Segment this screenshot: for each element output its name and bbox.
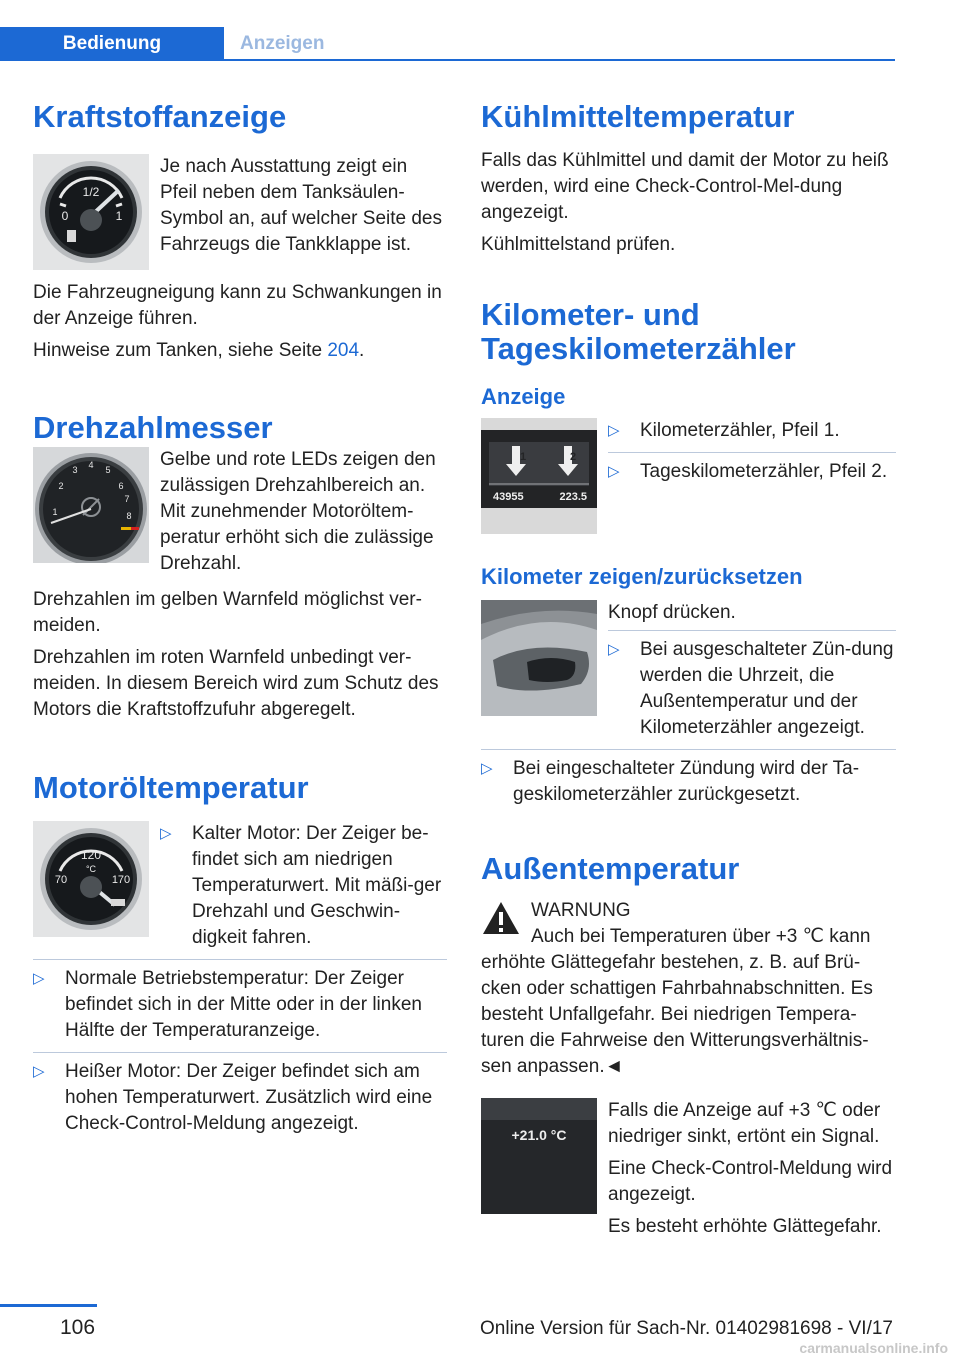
oil-figure-row xyxy=(33,821,447,951)
odometer-list-a xyxy=(608,418,896,534)
triangle-bullet-icon: ▷ xyxy=(481,760,493,777)
odometer-trip-value: 223.5 xyxy=(559,491,587,503)
warning-triangle-icon xyxy=(481,900,521,936)
reset-knob-image xyxy=(481,600,597,716)
heading-fuel: Kraftstoffanzeige xyxy=(33,99,287,134)
odometer-item-1: Kilometerzähler, Pfeil 1. xyxy=(640,420,840,441)
heading-coolant: Kühlmitteltemperatur xyxy=(481,99,795,134)
right-column xyxy=(481,100,896,1240)
tach-n1: 1 xyxy=(52,507,58,517)
list-item xyxy=(608,418,896,444)
oil-item-2: Normale Betriebstemperatur: Der Zeiger befindet sich in der Mitte oder in der linken Hälfte der Temperaturanzeige. xyxy=(65,968,422,1041)
tach-n5: 5 xyxy=(105,465,111,475)
odometer-item-4: Bei eingeschalteter Zündung wird der Ta-geskilometerzähler zurückgesetzt. xyxy=(513,758,860,805)
tab-bedienung[interactable]: Bedienung xyxy=(0,27,224,61)
oil-list-b xyxy=(33,959,447,1137)
tach-n8: 8 xyxy=(126,511,132,521)
list-item xyxy=(33,1052,447,1137)
heading-tach: Drehzahlmesser xyxy=(33,410,273,445)
chapter-tabs xyxy=(0,27,895,63)
page-number: 106 xyxy=(60,1316,96,1339)
coolant-p2: Kühlmittelstand prüfen. xyxy=(481,234,676,255)
tach-n3: 3 xyxy=(72,465,78,475)
knob-text: Knopf drücken. xyxy=(608,602,736,623)
tach-intro: Gelbe und rote LEDs zeigen den zulässigen Drehzahlbereich an. Mit zunehmender Motoröltem-peratur erhöht sich die zulässige Drehzahl. xyxy=(160,449,436,574)
arrow-2-label: 2 xyxy=(569,451,577,463)
tach-p1: Drehzahlen im gelben Warnfeld möglichst ver-meiden. xyxy=(33,589,422,636)
warning-label: WARNUNG xyxy=(531,900,631,921)
temp-figure-row xyxy=(481,1098,896,1240)
oil-item-3: Heißer Motor: Der Zeiger befindet sich am hohen Temperaturwert. Zusätzlich wird eine Check-Control-Meldung angezeigt. xyxy=(65,1061,433,1134)
tach-n2: 2 xyxy=(58,481,64,491)
knob-figure-row xyxy=(481,600,896,741)
list-item xyxy=(160,821,447,951)
fuel-intro: Je nach Ausstattung zeigt ein Pfeil neben dem Tanksäulen-Symbol an, auf welcher Seite des Fahrzeugs die Tankklappe ist. xyxy=(160,156,442,255)
tach-n4: 4 xyxy=(88,460,94,470)
fuel-full-label: 1 xyxy=(115,209,123,223)
knob-text-block xyxy=(608,600,896,741)
online-version: Online Version für Sach-Nr. 01402981698 - VI/17 xyxy=(480,1318,893,1339)
odometer-list-b xyxy=(608,630,896,741)
triangle-bullet-icon: ▷ xyxy=(608,463,620,480)
fuel-figure-row xyxy=(33,154,447,270)
oil-item-1: Kalter Motor: Der Zeiger be-findet sich am niedrigen Temperaturwert. Mit mäßi-ger Drehzahl und Geschwin-digkeit fahren. xyxy=(192,823,442,948)
oil-mid-label: 120 xyxy=(80,848,102,862)
triangle-bullet-icon: ▷ xyxy=(608,641,620,658)
list-item xyxy=(481,749,896,808)
outside-temp-value: +21.0 °C xyxy=(511,1127,567,1143)
triangle-bullet-icon: ▷ xyxy=(33,970,45,987)
outside-temp-display-image xyxy=(481,1098,597,1214)
odometer-list-c xyxy=(481,749,896,808)
heading-outside-temp: Außentemperatur xyxy=(481,851,740,886)
oil-list-a xyxy=(160,821,447,951)
odometer-item-3: Bei ausgeschalteter Zün-dung werden die Uhrzeit, die Außentemperatur und der Kilometerzähler angezeigt. xyxy=(640,639,894,738)
odometer-display-image xyxy=(481,418,597,534)
temp-p1: Falls die Anzeige auf +3 ℃ oder niedriger sinkt, ertönt ein Signal. xyxy=(608,1100,881,1147)
tach-n7: 7 xyxy=(124,494,130,504)
fuel-half-label: 1/2 xyxy=(82,185,100,199)
odometer-figure-row xyxy=(481,418,896,534)
triangle-bullet-icon: ▷ xyxy=(160,825,172,842)
fuel-empty-label: 0 xyxy=(61,209,69,223)
list-item xyxy=(608,637,896,741)
temp-text-block xyxy=(608,1098,896,1240)
footer-line xyxy=(0,1304,97,1307)
coolant-p1: Falls das Kühlmittel und damit der Motor zu heiß werden, wird eine Check-Control-Mel-dung angezeigt. xyxy=(481,150,889,223)
arrow-1-label: 1 xyxy=(519,451,527,463)
temp-p2: Eine Check-Control-Meldung wird angezeigt. xyxy=(608,1158,893,1205)
page-link-204[interactable]: 204 xyxy=(327,340,360,361)
heading-oil: Motoröltemperatur xyxy=(33,770,309,805)
subheading-reset: Kilometer zeigen/zurücksetzen xyxy=(481,564,803,589)
fuel-p2-text: Hinweise zum Tanken, siehe Seite xyxy=(33,340,328,361)
list-item xyxy=(33,959,447,1044)
warning-block xyxy=(481,898,896,1080)
tab-underline xyxy=(224,59,895,61)
temp-p3: Es besteht erhöhte Glättegefahr. xyxy=(608,1216,882,1237)
fuel-gauge-image xyxy=(33,154,149,270)
odometer-total-value: 43955 xyxy=(493,491,524,503)
oil-low-label: 70 xyxy=(54,874,68,886)
fuel-p2 xyxy=(33,338,447,364)
odometer-item-2: Tageskilometerzähler, Pfeil 2. xyxy=(640,461,888,482)
oil-unit-label: °C xyxy=(85,864,97,874)
oil-temp-gauge-image xyxy=(33,821,149,937)
fuel-p1: Die Fahrzeugneigung kann zu Schwankungen in der Anzeige führen. xyxy=(33,282,442,329)
tachometer-image xyxy=(33,447,149,563)
fuel-p2-suffix: . xyxy=(359,340,365,361)
tab-anzeigen[interactable]: Anzeigen xyxy=(240,33,325,54)
tach-p2: Drehzahlen im roten Warnfeld unbedingt ver-meiden. In diesem Bereich wird zum Schutz des Motors die Kraftstoffzufuhr abgeregelt. xyxy=(33,647,439,720)
watermark: carmanualsonline.info xyxy=(799,1340,948,1356)
heading-odometer: Kilometer- und Tageskilometerzähler xyxy=(481,297,796,366)
tach-figure-row xyxy=(33,447,447,577)
tach-n6: 6 xyxy=(118,481,124,491)
list-item xyxy=(608,452,896,485)
triangle-bullet-icon: ▷ xyxy=(608,422,620,439)
subheading-anzeige: Anzeige xyxy=(481,384,566,409)
left-column xyxy=(33,100,447,1137)
oil-high-label: 170 xyxy=(111,874,131,886)
triangle-bullet-icon: ▷ xyxy=(33,1063,45,1080)
warning-text: Auch bei Temperaturen über +3 ℃ kann erhöhte Glättegefahr bestehen, z. B. auf Brü-cken oder schattigen Fahrbahnabschnitten. Es besteht Unfallgefahr. Bei niedrigen Tempera-turen die Fahrweise den Witterungsverhältnis-sen anpassen.◄ xyxy=(481,926,873,1077)
